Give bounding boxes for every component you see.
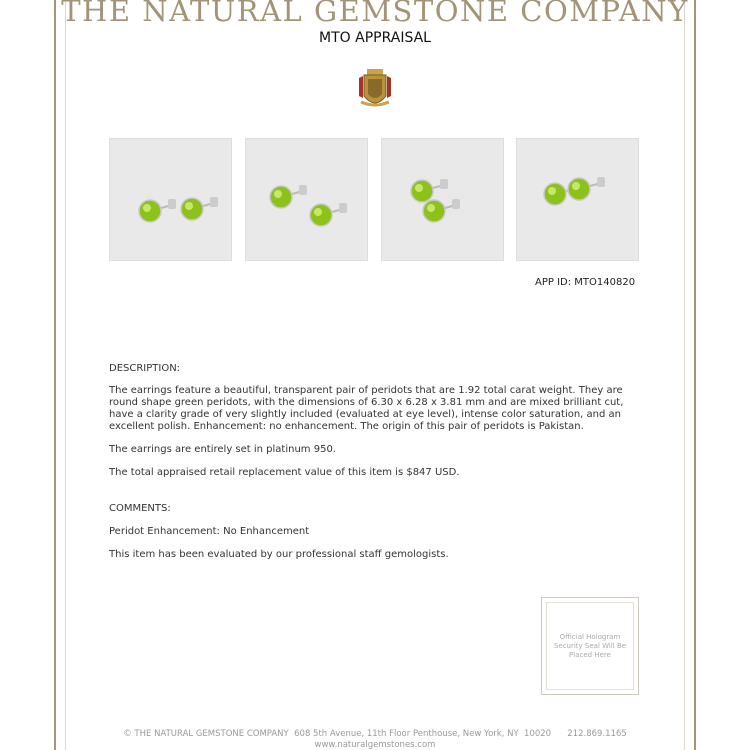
company-name: THE NATURAL GEMSTONE COMPANY [61,0,689,28]
page-border-left-inner [65,0,66,750]
description-paragraph: The earrings feature a beautiful, transparent pair of peridots that are 1.92 total carat weight. They are round shape green peridots, with the dimensions of 6.30 x 6.28 x 3.81 mm and are mixed brilliant cut, have a clarity grade of very slightly included (evaluated at eye level), intense color saturation, and an excellent polish. Enhancement: no enhancement. The origin of this pair of peridots is Pakistan. [109,385,624,432]
footer-website[interactable]: www.naturalgemstones.com [314,740,436,750]
description-paragraph: The total appraised retail replacement value of this item is $847 USD. [109,467,460,478]
page-border-right [694,0,696,750]
product-photo-earrings-angle[interactable] [245,138,368,261]
description-heading: DESCRIPTION: [109,363,181,374]
product-photo-earrings-back[interactable] [516,138,639,261]
crest-logo-icon [357,68,393,110]
comments-heading: COMMENTS: [109,503,171,514]
page-border-left [54,0,56,750]
earring-image-icon [517,139,638,260]
earring-image-icon [246,139,367,260]
hologram-seal-placeholder [541,597,639,695]
description-paragraph: The earrings are entirely set in platinum 950. [109,444,336,455]
page-border-right-inner [684,0,685,750]
footer-address: © THE NATURAL GEMSTONE COMPANY 608 5th Avenue, 11th Floor Penthouse, New York, NY 10020 212.869.1165 [123,729,627,739]
comment-paragraph: Peridot Enhancement: No Enhancement [109,526,310,537]
product-photo-earrings-side[interactable] [381,138,504,261]
product-photo-earrings-front[interactable] [109,138,232,261]
seal-text: Official Hologram Security Seal Will Be Placed Here [546,602,634,690]
page-title: MTO APPRAISAL [319,30,431,46]
app-id: APP ID: MTO140820 [535,277,636,288]
earring-image-icon [110,139,231,260]
earring-image-icon [382,139,503,260]
comment-paragraph: This item has been evaluated by our professional staff gemologists. [109,549,449,560]
